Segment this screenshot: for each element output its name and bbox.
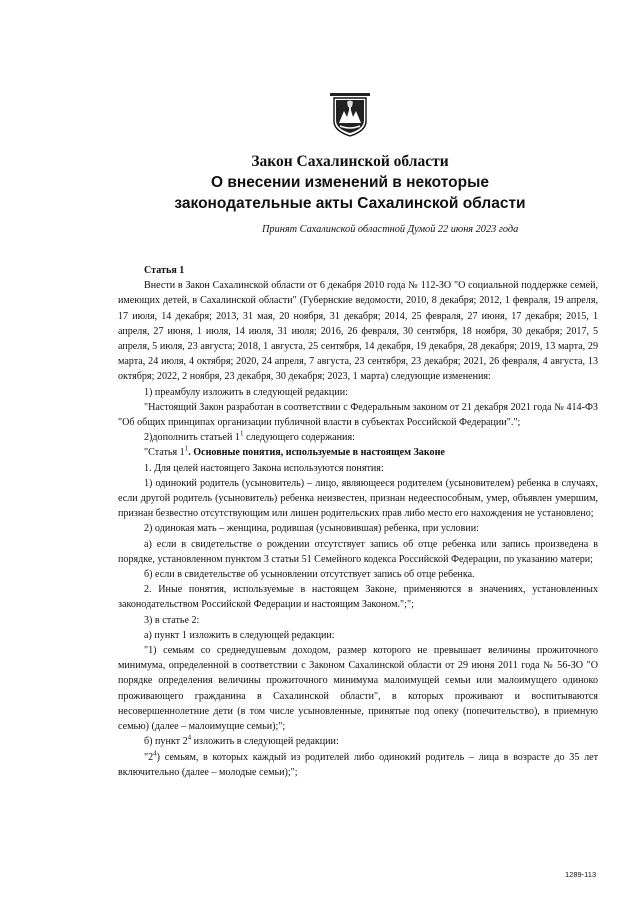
paragraph-other-concepts: 2. Иные понятия, используемые в настоящем Законе, применяются в значениях, установленных законодательством Российской Федерации и настоящим Законом.";"; <box>118 584 598 611</box>
title-line-3: законодательные акты Сахалинской области <box>174 195 526 212</box>
paragraph-intro: Внести в Закон Сахалинской области от 6 декабря 2010 года № 112-ЗО "О социальной поддержке семей, имеющих детей, в Сахалинской области" (Губернские ведомости, 2010, 8 декабря; 2012, 1 февраля, 19 апреля, 17 июля, 14 декабря; 2013, 31 мая, 20 ноября, 31 декабря; 2014, 25 февраля, 27 июня, 17 декабря; 2015, 1 апреля, 27 июня, 1 июля, 14 июля, 31 июля; 2016, 26 февраля, 30 сентября, 18 ноября, 30 декабря; 2017, 5 апреля, 5 июля, 23 августа; 2018, 1 августа, 25 сентября, 14 декабря, 19 декабря, 28 декабря; 2019, 13 марта, 29 марта, 24 июля, 4 октября; 2020, 24 апреля, 7 августа, 23 сентября, 23 декабря; 2021, 26 февраля, 4 августа, 13 октября; 2022, 2 ноября, 23 декабря, 30 декабря; 2023, 1 марта) следующие изменения: <box>118 280 598 383</box>
title-line-1: Закон Сахалинской области <box>251 153 449 170</box>
paragraph-young-families <box>118 750 598 780</box>
document-code: 1289-113 <box>565 870 597 879</box>
paragraph-concepts: 1. Для целей настоящего Закона используются понятия: <box>144 462 384 474</box>
item-2-sup: 1 <box>239 429 244 438</box>
paragraph-low-income: "1) семьям со среднедушевым доходом, размер которого не превышает величины прожиточного минимума, определенной в соответствии с Законом Сахалинской области от 29 июня 2011 года № 56-ЗО "О порядке определения величины прожиточного минимума малоимущей семьи или малоимущего одиноко проживающего гражданина в Сахалинской области", в которых проживают и воспитываются несовершеннолетние дети (в том числе усыновленные, принятые под опеку (попечительство), в приемную семью) (далее – малоимущие семьи);"; <box>118 645 598 733</box>
coat-of-arms-icon <box>330 93 370 137</box>
item-3b-sup: 4 <box>187 733 192 742</box>
paragraph-preamble-text: "Настоящий Закон разработан в соответствии с Федеральным законом от 21 декабря 2021 года № 414-ФЗ "Об общих принципах организации публичной власти в субъектах Российской Федерации"."; <box>118 401 598 429</box>
paragraph-item-2 <box>118 430 598 445</box>
accepted-note: Принят Сахалинской областной Думой 22 июня 2023 года <box>262 224 519 235</box>
paragraph-condition-a: а) если в свидетельстве о рождении отсутствует запись об отце ребенка или запись произведена в порядке, установленном пунктом 3 статьи 51 Семейного кодекса Российской Федерации, по указанию матери; <box>118 538 598 565</box>
new-article-title: . Основные понятия, используемые в настоящем Законе <box>188 447 445 459</box>
paragraph-single-parent: 1) одинокий родитель (усыновитель) – лицо, являющееся родителем (усыновителем) ребенка в случаях, если другой родитель (усыновитель) ребенка неизвестен, признан недееспособным, умер, объявлен умершим, признан безвестно отсутствующим или лишен родительских прав либо место его нахождения не установлено; <box>118 477 598 520</box>
item-3b-text-end: изложить в следующей редакции: <box>191 736 339 748</box>
item-2-text-end: следующего содержания: <box>243 432 355 444</box>
young-families-text: ) семьям, в которых каждый из родителей либо одинокий родитель – лица в возрасте до 35 лет включительно (далее – молодые семьи);"; <box>118 751 598 778</box>
document-body <box>118 263 598 780</box>
new-article-prefix: "Статья 1 <box>144 447 185 459</box>
paragraph-item-1: 1) преамбулу изложить в следующей редакции: <box>144 386 348 398</box>
item-3b-text: б) пункт 2 <box>144 736 188 748</box>
young-families-prefix: "2 <box>144 751 154 763</box>
young-families-sup: 4 <box>153 749 157 758</box>
new-article-sup: 1 <box>184 445 189 454</box>
paragraph-item-3b <box>118 734 598 749</box>
new-article-heading <box>118 445 598 460</box>
paragraph-single-mother: 2) одинокая мать – женщина, родившая (усыновившая) ребенка, при условии: <box>144 523 479 535</box>
article-heading: Статья 1 <box>144 265 185 276</box>
paragraph-item-3: 3) в статье 2: <box>144 614 200 626</box>
item-2-text: 2)дополнить статьей 1 <box>144 432 240 444</box>
paragraph-condition-b: б) если в свидетельстве об усыновлении отсутствует запись об отце ребенка. <box>144 569 475 581</box>
paragraph-item-3a: а) пункт 1 изложить в следующей редакции: <box>144 629 335 641</box>
law-title <box>120 151 580 214</box>
title-line-2: О внесении изменений в некоторые <box>211 174 489 191</box>
